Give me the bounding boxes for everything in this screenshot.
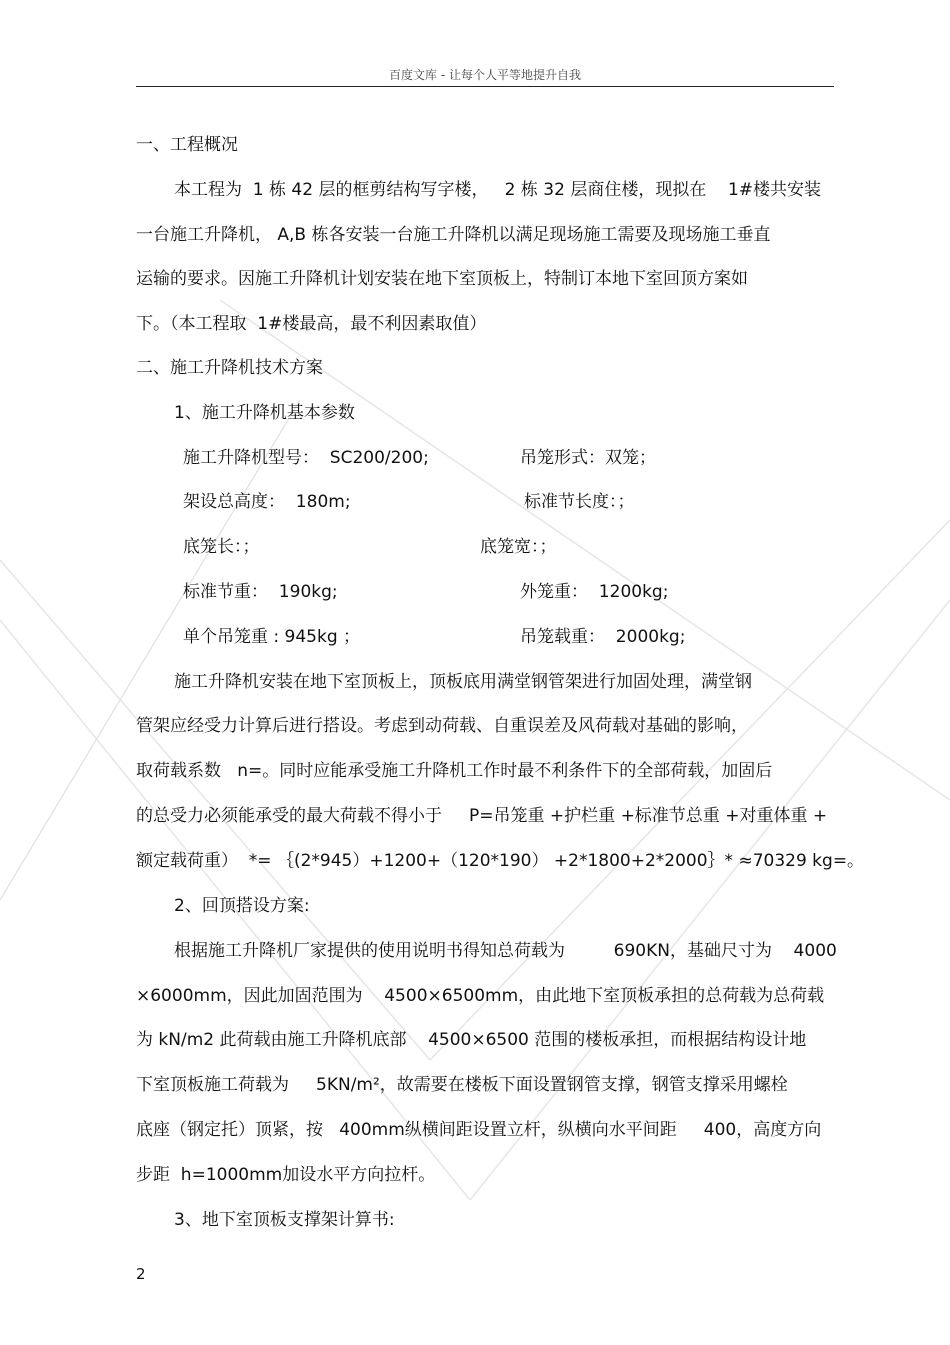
header-divider	[136, 86, 834, 87]
paragraph-line: ×6000mm，因此加固范围为 4500×6500mm，由此地下室顶板承担的总荷载为总荷载	[136, 986, 825, 1006]
param-cage-width: 底笼宽：；	[480, 537, 557, 557]
param-cage-length: 底笼长：；	[183, 537, 260, 557]
paragraph-line: 下室顶板施工荷载为 5KN/m²，故需要在楼板下面设置钢管支撑，钢管支撑采用螺栓	[136, 1075, 788, 1095]
param-height: 架设总高度： 180m;	[183, 492, 351, 512]
paragraph-line: 额定载荷重） *= ｛(2*945）+1200+（120*190） +2*1800+2*2000｝* ≈70329 kg=。	[136, 851, 865, 871]
param-std-section-length: 标准节长度：；	[524, 492, 635, 512]
paragraph-line: 取荷载系数 n=。同时应能承受施工升降机工作时最不利条件下的全部荷载，加固后	[136, 761, 773, 781]
paragraph-line: 运输的要求。因施工升降机计划安装在地下室顶板上，特制订本地下室回顶方案如	[136, 269, 748, 289]
paragraph-line: 的总受力必须能承受的最大荷载不得小于 P=吊笼重 +护栏重 +标准节总重 +对重体重 +	[136, 806, 828, 826]
paragraph-line: 施工升降机安装在地下室顶板上，顶板底用满堂钢管架进行加固处理，满堂钢	[174, 672, 752, 692]
page-header: 百度文库 - 让每个人平等地提升自我	[389, 68, 581, 82]
param-cage-load: 吊笼载重： 2000kg;	[520, 627, 686, 647]
param-model: 施工升降机型号： SC200/200;	[183, 448, 429, 468]
param-cage-type: 吊笼形式：双笼；	[520, 448, 656, 468]
subsection-title: 1、施工升降机基本参数	[174, 403, 355, 423]
paragraph-line: 一台施工升降机， A,B 栋各安装一台施工升降机以满足现场施工需要及现场施工垂直	[136, 225, 771, 245]
page-number: 2	[136, 1265, 146, 1283]
paragraph-line: 步距 h=1000mm加设水平方向拉杆。	[136, 1165, 436, 1185]
paragraph-line: 底座（钢定托）顶紧，按 400mm纵横间距设置立杆，纵横向水平间距 400，高度方向	[136, 1120, 822, 1140]
param-single-cage-weight: 单个吊笼重 : 945kg ；	[183, 627, 361, 647]
paragraph-line: 为 kN/m2 此荷载由施工升降机底部 4500×6500 范围的楼板承担，而根据结构设计地	[136, 1030, 807, 1050]
paragraph-line: 管架应经受力计算后进行搭设。考虑到动荷载、自重误差及风荷载对基础的影响，	[136, 716, 748, 736]
paragraph-line: 本工程为 1 栋 42 层的框剪结构写字楼， 2 栋 32 层商住楼，现拟在 1#楼共安装	[174, 180, 822, 200]
paragraph-line: 根据施工升降机厂家提供的使用说明书得知总荷载为 690KN，基础尺寸为 4000	[174, 941, 837, 961]
subsection-title: 2、回顶搭设方案:	[174, 896, 310, 916]
section-2-title: 二、施工升降机技术方案	[136, 358, 323, 378]
section-1-title: 一、工程概况	[136, 135, 238, 155]
subsection-title: 3、地下室顶板支撑架计算书:	[174, 1210, 395, 1230]
paragraph-line: 下。（本工程取 1#楼最高，最不利因素取值）	[136, 314, 487, 334]
param-outer-cage-weight: 外笼重： 1200kg;	[520, 582, 669, 602]
param-std-section-weight: 标准节重： 190kg;	[183, 582, 338, 602]
